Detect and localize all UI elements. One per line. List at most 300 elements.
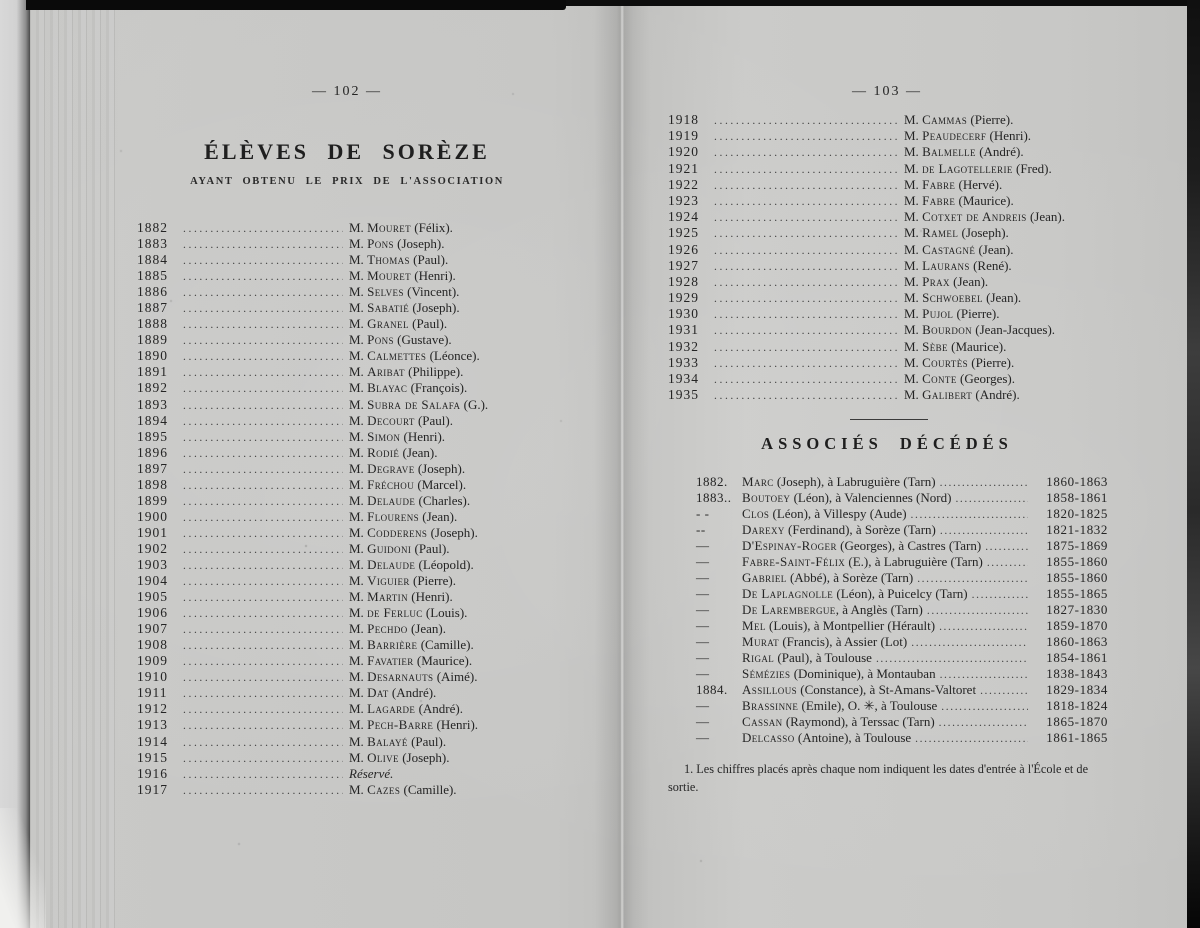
list-item bbox=[137, 524, 565, 540]
entry-name: M. Peaudecerf (Henri). bbox=[904, 128, 1032, 144]
entry-surname: Mouret bbox=[367, 268, 412, 284]
entry-surname: Cotxet de Andreis bbox=[922, 209, 1027, 225]
entry-year: 1925 bbox=[668, 225, 699, 241]
entry-year: 1883 bbox=[137, 236, 168, 252]
entry-year: 1912 bbox=[137, 701, 168, 717]
entry-surname: Olive bbox=[367, 749, 399, 765]
entry-surname: Decourt bbox=[367, 412, 415, 428]
entry-name: M. Simon (Henri). bbox=[349, 428, 446, 444]
entry-year: 1884. bbox=[696, 682, 728, 697]
entry-dates: 1860-1863 bbox=[1046, 634, 1108, 649]
entry-dates: 1865-1870 bbox=[1046, 714, 1108, 729]
footnote: 1. Les chiffres placés après chaque nom indiquent les dates d'entrée à l'École et de sortie. bbox=[668, 762, 1089, 794]
entry-name: Assillous (Constance), à St-Amans-Valtoret bbox=[742, 682, 977, 697]
entry-year: 1927 bbox=[668, 257, 699, 273]
table-row bbox=[696, 521, 1108, 537]
entry-name: M. Mouret (Henri). bbox=[349, 268, 456, 284]
entry-year: 1902 bbox=[137, 540, 168, 556]
entry-name: M. Laurans (René). bbox=[904, 257, 1012, 273]
entry-dates: 1818-1824 bbox=[1046, 698, 1108, 713]
entry-surname: Fabre bbox=[922, 192, 956, 208]
list-item bbox=[137, 636, 565, 652]
list-item bbox=[137, 765, 565, 781]
entry-name: Clos (Léon), à Villespy (Aude) bbox=[742, 506, 907, 521]
entry-year: 1900 bbox=[137, 508, 168, 524]
entry-name: M. Rodié (Jean). bbox=[349, 444, 438, 460]
list-item bbox=[137, 700, 565, 716]
entry-year: 1921 bbox=[668, 160, 699, 176]
entry-name: M. Lagarde (André). bbox=[349, 701, 463, 717]
entry-name: M. Granel (Paul). bbox=[349, 316, 448, 332]
entry-surname: Boutoey bbox=[742, 490, 791, 505]
list-item bbox=[137, 733, 565, 749]
entry-name: De Larembergue, à Anglès (Tarn) bbox=[742, 602, 923, 617]
entry-name: M. Mouret (Félix). bbox=[349, 220, 453, 235]
entry-name: M. Fréchou (Marcel). bbox=[349, 476, 467, 492]
deceased-members-list bbox=[666, 473, 1108, 745]
list-item bbox=[137, 620, 565, 636]
list-item bbox=[668, 241, 1110, 257]
entry-surname: Delaude bbox=[367, 492, 416, 508]
entry-name: M. Decourt (Paul). bbox=[349, 412, 453, 428]
entry-surname: Cammas bbox=[922, 112, 968, 127]
entry-year: 1882 bbox=[137, 220, 168, 235]
entry-name: M. Dat (André). bbox=[349, 685, 437, 701]
list-item bbox=[668, 338, 1110, 354]
entry-surname: Bourdon bbox=[922, 322, 973, 338]
entry-dates: 1854-1861 bbox=[1046, 650, 1108, 665]
entry-surname: Gabriel bbox=[742, 570, 787, 585]
entry-surname: De Larembergue bbox=[742, 602, 836, 617]
entry-year: 1934 bbox=[668, 371, 699, 386]
entry-year: 1918 bbox=[668, 112, 699, 127]
entry-surname: Fabre bbox=[922, 176, 956, 192]
entry-name: M. Ramel (Joseph). bbox=[904, 225, 1009, 241]
entry-surname: Fréchou bbox=[367, 476, 415, 492]
entry-surname: Assillous bbox=[742, 682, 797, 697]
entry-name: M. Schwoebel (Jean). bbox=[904, 290, 1022, 306]
entry-year: 1899 bbox=[137, 492, 168, 508]
list-item bbox=[137, 476, 565, 492]
list-item bbox=[137, 460, 565, 476]
entry-dates: 1821-1832 bbox=[1046, 522, 1108, 537]
list-item bbox=[137, 444, 565, 460]
entry-year: 1931 bbox=[668, 322, 699, 338]
list-item bbox=[668, 354, 1110, 370]
entry-year: 1906 bbox=[137, 605, 168, 621]
entry-name: M. Pons (Joseph). bbox=[349, 236, 445, 252]
scan-edge-right bbox=[1187, 0, 1200, 928]
entry-name: Fabre-Saint-Félix (E.), à Labruguière (Tarn) bbox=[742, 554, 983, 569]
entry-year: — bbox=[696, 634, 710, 649]
entry-name: M. Balayé (Paul). bbox=[349, 733, 447, 749]
entry-surname: Pons bbox=[367, 236, 394, 252]
list-item bbox=[137, 749, 565, 765]
list-item bbox=[137, 379, 565, 395]
entry-surname: Viguier bbox=[367, 573, 410, 589]
entry-name: Rigal (Paul), à Toulouse bbox=[742, 650, 872, 665]
list-item bbox=[668, 321, 1110, 337]
list-item bbox=[137, 428, 565, 444]
entry-surname: Fabre-Saint-Félix bbox=[742, 554, 846, 569]
entry-name: M. de Lagotellerie (Fred). bbox=[904, 160, 1052, 176]
scan-edge-top-left bbox=[26, 0, 566, 10]
entry-surname: Sèbe bbox=[922, 338, 948, 354]
entry-year: 1926 bbox=[668, 241, 699, 257]
entry-name: M. Balmelle (André). bbox=[904, 144, 1024, 160]
entry-name: M. Pech-Barre (Henri). bbox=[349, 717, 479, 733]
table-row bbox=[696, 617, 1108, 633]
entry-year: 1890 bbox=[137, 348, 168, 364]
list-item bbox=[137, 652, 565, 668]
entry-surname: Castagné bbox=[922, 241, 976, 257]
entry-year: 1914 bbox=[137, 733, 168, 749]
entry-surname: Desarnauts bbox=[367, 669, 434, 685]
entry-year: 1930 bbox=[668, 306, 699, 322]
table-row bbox=[696, 489, 1108, 505]
entry-name: M. Galibert (André). bbox=[904, 387, 1020, 403]
entry-surname: Delcasso bbox=[742, 730, 795, 745]
entry-name: M. Pechdo (Jean). bbox=[349, 621, 446, 637]
entry-surname: Thomas bbox=[367, 252, 410, 268]
entry-surname: Sémézies bbox=[742, 666, 791, 681]
entry-name: M. Aribat (Philippe). bbox=[349, 364, 464, 380]
entry-surname: Mouret bbox=[367, 220, 412, 235]
entry-year: 1904 bbox=[137, 573, 168, 589]
entry-surname: Degrave bbox=[367, 460, 415, 476]
list-item bbox=[137, 283, 565, 299]
laureates-list-1882-1917 bbox=[133, 219, 565, 797]
entry-surname: Galibert bbox=[922, 387, 973, 403]
list-item bbox=[137, 540, 565, 556]
entry-year: - - bbox=[696, 506, 710, 521]
entry-surname: Simon bbox=[367, 428, 401, 444]
entry-name: Boutoey (Léon), à Valenciennes (Nord) bbox=[742, 490, 952, 505]
entry-name: M. Sèbe (Maurice). bbox=[904, 338, 1007, 354]
entry-dates: 1858-1861 bbox=[1046, 490, 1108, 505]
entry-name: M. Favatier (Maurice). bbox=[349, 653, 473, 669]
entry-year: 1905 bbox=[137, 589, 168, 605]
entry-year: 1903 bbox=[137, 556, 168, 572]
table-row bbox=[696, 729, 1108, 745]
entry-name: M. Fabre (Hervé). bbox=[904, 176, 1003, 192]
list-item bbox=[668, 289, 1110, 305]
entry-year: 1928 bbox=[668, 273, 699, 289]
entry-name: M. Barrière (Camille). bbox=[349, 637, 474, 653]
entry-name: M. Pujol (Pierre). bbox=[904, 306, 1000, 322]
entry-year: 1917 bbox=[137, 781, 168, 797]
list-item bbox=[137, 315, 565, 331]
entry-name: M. Prax (Jean). bbox=[904, 273, 989, 289]
entry-name: D'Espinay-Roger (Georges), à Castres (Tarn) bbox=[742, 538, 982, 553]
entry-year: 1929 bbox=[668, 290, 699, 306]
entry-year: 1896 bbox=[137, 444, 168, 460]
entry-year: 1910 bbox=[137, 669, 168, 685]
page-title: ÉLÈVES DE SORÈZE bbox=[204, 139, 490, 164]
page-subtitle: AYANT OBTENU LE PRIX DE L'ASSOCIATION bbox=[190, 176, 504, 187]
entry-year: 1919 bbox=[668, 128, 699, 144]
entry-year: 1889 bbox=[137, 332, 168, 348]
entry-name: Mel (Louis), à Montpellier (Hérault) bbox=[742, 618, 936, 633]
entry-name: M. Martin (Henri). bbox=[349, 589, 453, 605]
entry-name: M. Cazes (Camille). bbox=[349, 781, 457, 797]
list-item bbox=[137, 219, 565, 235]
table-row bbox=[696, 569, 1108, 585]
entry-name: Darexy (Ferdinand), à Sorèze (Tarn) bbox=[742, 522, 936, 537]
entry-year: 1913 bbox=[137, 717, 168, 733]
entry-surname: Barrière bbox=[367, 637, 418, 653]
entry-name: M. Cotxet de Andreis (Jean). bbox=[904, 209, 1065, 225]
entry-year: 1908 bbox=[137, 637, 168, 653]
table-row bbox=[696, 681, 1108, 697]
entry-name: M. Pons (Gustave). bbox=[349, 332, 452, 348]
list-item bbox=[137, 331, 565, 347]
list-item bbox=[668, 257, 1110, 273]
entry-surname: Schwoebel bbox=[922, 290, 983, 306]
entry-year: 1893 bbox=[137, 396, 168, 412]
list-item bbox=[668, 127, 1110, 143]
entry-year: — bbox=[696, 650, 710, 665]
entry-year: 1924 bbox=[668, 209, 699, 225]
corner-highlight bbox=[0, 808, 46, 928]
entry-surname: Granel bbox=[367, 316, 409, 332]
entry-surname: D'Espinay-Roger bbox=[742, 538, 837, 553]
entry-year: 1907 bbox=[137, 621, 168, 637]
entry-year: 1894 bbox=[137, 412, 168, 428]
list-item bbox=[668, 305, 1110, 321]
table-row bbox=[696, 505, 1108, 521]
list-item bbox=[137, 781, 565, 797]
entry-year: 1885 bbox=[137, 268, 168, 284]
table-row bbox=[696, 665, 1108, 681]
entry-surname: Mel bbox=[742, 618, 766, 633]
entry-name: M. Blayac (François). bbox=[349, 380, 468, 396]
entry-name: Delcasso (Antoine), à Toulouse bbox=[742, 730, 912, 745]
entry-surname: Courtès bbox=[922, 354, 968, 370]
entry-surname: Blayac bbox=[367, 380, 408, 396]
entry-year: — bbox=[696, 586, 710, 601]
page-edges-left bbox=[30, 0, 118, 928]
entry-name: M. Fabre (Maurice). bbox=[904, 192, 1014, 208]
list-item bbox=[668, 224, 1110, 240]
entry-year: 1922 bbox=[668, 176, 699, 192]
entry-surname: Flourens bbox=[367, 508, 419, 524]
entry-name: Réservé. bbox=[349, 765, 394, 781]
entry-year: 1909 bbox=[137, 653, 168, 669]
section-divider bbox=[850, 419, 928, 420]
entry-surname: Martin bbox=[367, 589, 408, 605]
entry-year: 1915 bbox=[137, 749, 168, 765]
entry-year: — bbox=[696, 730, 710, 745]
entry-surname: Darexy bbox=[742, 522, 785, 537]
entry-year: 1886 bbox=[137, 284, 168, 300]
entry-name: M. Thomas (Paul). bbox=[349, 252, 449, 268]
entry-dates: 1859-1870 bbox=[1046, 618, 1108, 633]
entry-dates: 1829-1834 bbox=[1046, 682, 1108, 697]
entry-name: M. Bourdon (Jean-Jacques). bbox=[904, 322, 1056, 338]
list-item bbox=[668, 273, 1110, 289]
entry-year: 1887 bbox=[137, 300, 168, 316]
table-row bbox=[696, 537, 1108, 553]
entry-name: Gabriel (Abbé), à Sorèze (Tarn) bbox=[742, 570, 914, 585]
list-item bbox=[668, 160, 1110, 176]
entry-surname: Cazes bbox=[367, 781, 401, 797]
entry-surname: Delaude bbox=[367, 556, 416, 572]
list-item bbox=[668, 386, 1110, 402]
entry-name: Murat (Francis), à Assier (Lot) bbox=[742, 634, 908, 649]
entry-surname: de Ferluc bbox=[367, 605, 423, 621]
entry-surname: Rigal bbox=[742, 650, 775, 665]
entry-surname: Murat bbox=[742, 634, 780, 649]
entry-year: 1901 bbox=[137, 524, 168, 540]
page-number-right: — 103 — bbox=[852, 84, 922, 99]
list-item bbox=[137, 572, 565, 588]
list-item bbox=[668, 176, 1110, 192]
list-item bbox=[137, 716, 565, 732]
entry-name: M. Degrave (Joseph). bbox=[349, 460, 466, 476]
entry-year: 1888 bbox=[137, 316, 168, 332]
entry-surname: Pujol bbox=[922, 306, 954, 322]
entry-year: 1884 bbox=[137, 252, 168, 268]
entry-year: — bbox=[696, 714, 710, 729]
table-row bbox=[696, 585, 1108, 601]
list-item bbox=[137, 668, 565, 684]
entry-surname: Aribat bbox=[367, 364, 405, 380]
entry-name: Sémézies (Dominique), à Montauban bbox=[742, 666, 936, 681]
entry-surname: Sabatié bbox=[367, 300, 410, 316]
list-item bbox=[137, 267, 565, 283]
entry-surname: de Lagotellerie bbox=[922, 160, 1013, 176]
entry-surname: Selves bbox=[367, 284, 404, 300]
entry-name: M. Conte (Georges). bbox=[904, 371, 1015, 386]
entry-name: M. Sabatié (Joseph). bbox=[349, 300, 460, 316]
entry-surname: Brassinne bbox=[742, 698, 799, 713]
entry-surname: Pech-Barre bbox=[367, 717, 434, 733]
entry-dates: 1838-1843 bbox=[1046, 666, 1108, 681]
entry-name: De Laplagnolle (Léon), à Puicelcy (Tarn) bbox=[742, 586, 968, 601]
table-row bbox=[696, 601, 1108, 617]
entry-dates: 1861-1865 bbox=[1046, 730, 1108, 745]
entry-name: M. Viguier (Pierre). bbox=[349, 573, 456, 589]
entry-year: 1895 bbox=[137, 428, 168, 444]
list-item bbox=[668, 370, 1110, 386]
paper-specks bbox=[0, 0, 2, 2]
entry-surname: Cassan bbox=[742, 714, 783, 729]
entry-surname: Balmelle bbox=[922, 144, 976, 160]
entry-name: Cassan (Raymond), à Terssac (Tarn) bbox=[742, 714, 935, 729]
entry-name: M. Subra de Salafa (G.). bbox=[349, 396, 489, 412]
entry-name: M. Desarnauts (Aimé). bbox=[349, 669, 478, 685]
entry-name: M. Cammas (Pierre). bbox=[904, 112, 1014, 127]
entry-year: 1916 bbox=[137, 765, 168, 781]
section-title: ASSOCIÉS DÉCÉDÉS bbox=[761, 434, 1013, 453]
entry-surname: Guidoni bbox=[367, 540, 412, 556]
list-item bbox=[137, 508, 565, 524]
entry-year: 1891 bbox=[137, 364, 168, 380]
entry-dates: 1860-1863 bbox=[1046, 474, 1108, 489]
entry-surname: Rodié bbox=[367, 444, 400, 460]
entry-surname: Marc bbox=[742, 474, 774, 489]
table-row bbox=[696, 473, 1108, 489]
list-item bbox=[137, 363, 565, 379]
entry-year: 1911 bbox=[137, 685, 168, 701]
entry-name: M. Courtès (Pierre). bbox=[904, 354, 1015, 370]
entry-name: M. Delaude (Léopold). bbox=[349, 556, 474, 572]
book-fold bbox=[594, 0, 650, 928]
table-row bbox=[696, 553, 1108, 569]
list-item bbox=[668, 143, 1110, 159]
entry-surname: Balayé bbox=[367, 733, 408, 749]
entry-year: — bbox=[696, 698, 710, 713]
list-item bbox=[137, 396, 565, 412]
entry-year: 1898 bbox=[137, 476, 168, 492]
scanner-margin bbox=[0, 0, 30, 928]
entry-name: M. Guidoni (Paul). bbox=[349, 540, 450, 556]
entry-surname: De Laplagnolle bbox=[742, 586, 834, 601]
entry-year: — bbox=[696, 666, 710, 681]
entry-dates: 1820-1825 bbox=[1046, 506, 1108, 521]
entry-surname: Codderens bbox=[367, 524, 428, 540]
entry-year: — bbox=[696, 554, 710, 569]
laureates-list-1918-1935 bbox=[666, 111, 1110, 402]
entry-surname: Clos bbox=[742, 506, 770, 521]
entry-name: M. Delaude (Charles). bbox=[349, 492, 471, 508]
dotted-leader bbox=[714, 386, 898, 404]
entry-name: M. Calmettes (Léonce). bbox=[349, 348, 480, 364]
entry-surname: Ramel bbox=[922, 225, 959, 241]
entry-year: 1883.. bbox=[696, 490, 732, 505]
list-item bbox=[137, 684, 565, 700]
entry-surname: Favatier bbox=[367, 653, 414, 669]
list-item bbox=[137, 492, 565, 508]
entry-dates: 1827-1830 bbox=[1046, 602, 1108, 617]
entry-surname: Pechdo bbox=[367, 621, 408, 637]
list-item bbox=[137, 235, 565, 251]
entry-surname: Subra de Salafa bbox=[367, 396, 461, 412]
entry-year: 1920 bbox=[668, 144, 699, 160]
entry-year: 1933 bbox=[668, 354, 699, 370]
table-row bbox=[696, 649, 1108, 665]
entry-dates: 1855-1860 bbox=[1046, 570, 1108, 585]
entry-year: -- bbox=[696, 522, 706, 537]
list-item bbox=[137, 412, 565, 428]
entry-surname: Conte bbox=[922, 371, 957, 386]
entry-year: 1932 bbox=[668, 338, 699, 354]
list-item bbox=[668, 111, 1110, 127]
page-number-left: — 102 — bbox=[312, 84, 382, 99]
entry-dates: 1855-1860 bbox=[1046, 554, 1108, 569]
entry-year: 1897 bbox=[137, 460, 168, 476]
list-item bbox=[668, 208, 1110, 224]
list-item bbox=[137, 299, 565, 315]
entry-surname: Prax bbox=[922, 273, 950, 289]
entry-surname: Peaudecerf bbox=[922, 128, 987, 144]
entry-name: M. Codderens (Joseph). bbox=[349, 524, 478, 540]
entry-surname: Calmettes bbox=[367, 348, 427, 364]
entry-name: M. Olive (Joseph). bbox=[349, 749, 450, 765]
list-item bbox=[668, 192, 1110, 208]
entry-year: 1882. bbox=[696, 474, 728, 489]
dotted-leader bbox=[183, 781, 343, 799]
entry-surname: Laurans bbox=[922, 257, 970, 273]
table-row bbox=[696, 697, 1108, 713]
entry-surname: Pons bbox=[367, 332, 394, 348]
entry-name: M. Selves (Vincent). bbox=[349, 284, 460, 300]
entry-dates: 1855-1865 bbox=[1046, 586, 1108, 601]
entry-surname: Dat bbox=[367, 685, 389, 701]
entry-name: M. de Ferluc (Louis). bbox=[349, 605, 468, 621]
list-item bbox=[137, 347, 565, 363]
